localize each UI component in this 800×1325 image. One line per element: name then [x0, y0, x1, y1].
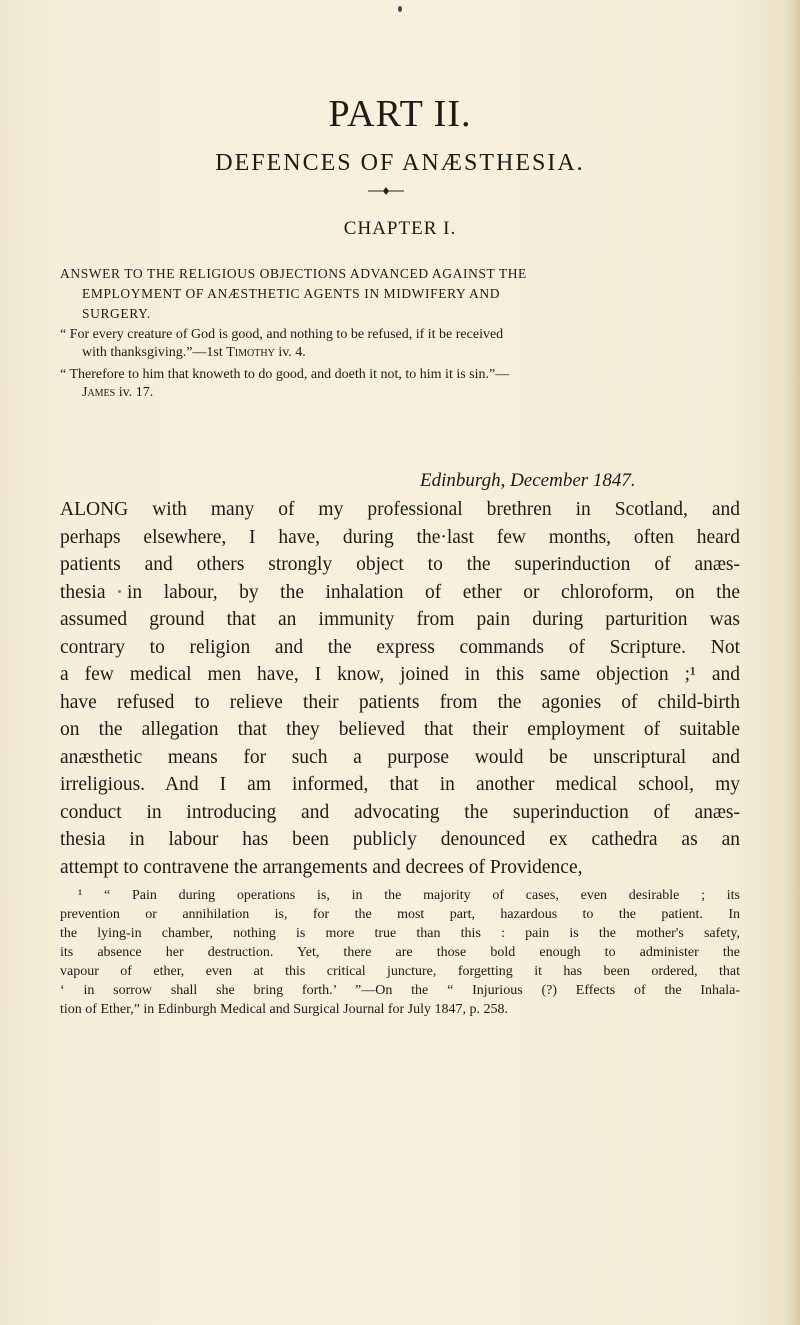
chapter-heading-line: SURGERY. [82, 306, 151, 321]
footnote [60, 886, 740, 1019]
footnote-line: its absence her destruction. Yet, there are those bold enough to administer the [60, 945, 740, 960]
footnote-line: the lying-in chamber, nothing is more true than this : pain is the mother's safety, [60, 926, 740, 941]
body-line: anæsthetic means for such a purpose would be unscriptural and [60, 746, 740, 768]
epigraph [60, 326, 740, 362]
chapter-heading-line: ANSWER TO THE RELIGIOUS OBJECTIONS ADVANCED AGAINST THE [60, 266, 527, 281]
body-line: thesia in labour has been publicly denounced ex cathedra as an [60, 829, 740, 850]
body-line: thesia in labour, by the inhalation of ether or chloroform, on the [60, 581, 740, 603]
body-line: irreligious. And I am informed, that in another medical school, my [60, 774, 740, 795]
body-line: on the allegation that they believed that their employment of suitable [60, 719, 740, 740]
chapter-heading [60, 264, 740, 324]
body-line: contrary to religion and the express commands of Scripture. Not [60, 636, 740, 658]
epigraph-line [60, 344, 740, 362]
ink-speck [398, 6, 402, 12]
chapter-title: CHAPTER I. [343, 218, 457, 239]
dateline: Edinburgh, December 1847. [420, 470, 636, 491]
body-line: perhaps elsewhere, I have, during the·last few months, often heard [60, 526, 740, 548]
divider-ornament [368, 184, 404, 198]
body-line: have refused to relieve their patients from the agonies of child-birth [60, 691, 740, 713]
body-line: patients and others strongly object to the superinduction of anæs- [60, 554, 740, 575]
epigraph-cont: with thanksgiving.”—1st [82, 345, 227, 360]
footnote-line: tion of Ether,” in Edinburgh Medical and Surgical Journal for July 1847, p. 258. [60, 1002, 509, 1017]
part-title: PART II. [328, 93, 472, 135]
footnote-line: prevention or annihilation is, for the most part, hazardous to the patient. In [60, 907, 740, 922]
body-text [60, 496, 740, 881]
epigraph-reference: James [82, 385, 116, 400]
epigraph-line: “ For every creature of God is good, and nothing to be refused, if it be received [60, 327, 504, 342]
chapter-heading-line: EMPLOYMENT OF ANÆSTHETIC AGENTS IN MIDWIFERY AND [82, 286, 501, 301]
epigraph-line: “ Therefore to him that knoweth to do good, and doeth it not, to him it is sin.”— [60, 367, 510, 382]
body-line: a few medical men have, I know, joined in this same objection ;¹ and [60, 664, 740, 685]
section-title: DEFENCES OF ANÆSTHESIA. [215, 150, 585, 176]
footnote-line: ¹ “ Pain during operations is, in the majority of cases, even desirable ; its [78, 888, 740, 903]
body-line: conduct in introducing and advocating the superinduction of anæs- [60, 801, 740, 823]
body-line: attempt to contravene the arrangements and decrees of Providence, [60, 856, 583, 878]
body-line: ALONG with many of my professional brethren in Scotland, and [60, 499, 740, 520]
epigraph-reference: Timothy [226, 345, 275, 360]
epigraph-line [60, 384, 740, 402]
footnote-line: ‘ in sorrow shall she bring forth.’ ”—On the “ Injurious (?) Effects of the Inhala- [60, 983, 740, 998]
epigraph-reference-tail: iv. 4. [274, 345, 306, 360]
epigraph-reference-tail: iv. 17. [115, 385, 154, 400]
epigraph [60, 366, 740, 402]
footnote-line: vapour of ether, even at this critical juncture, forgetting it has been ordered, that [60, 964, 740, 979]
body-line: assumed ground that an immunity from pain during parturition was [60, 609, 740, 630]
